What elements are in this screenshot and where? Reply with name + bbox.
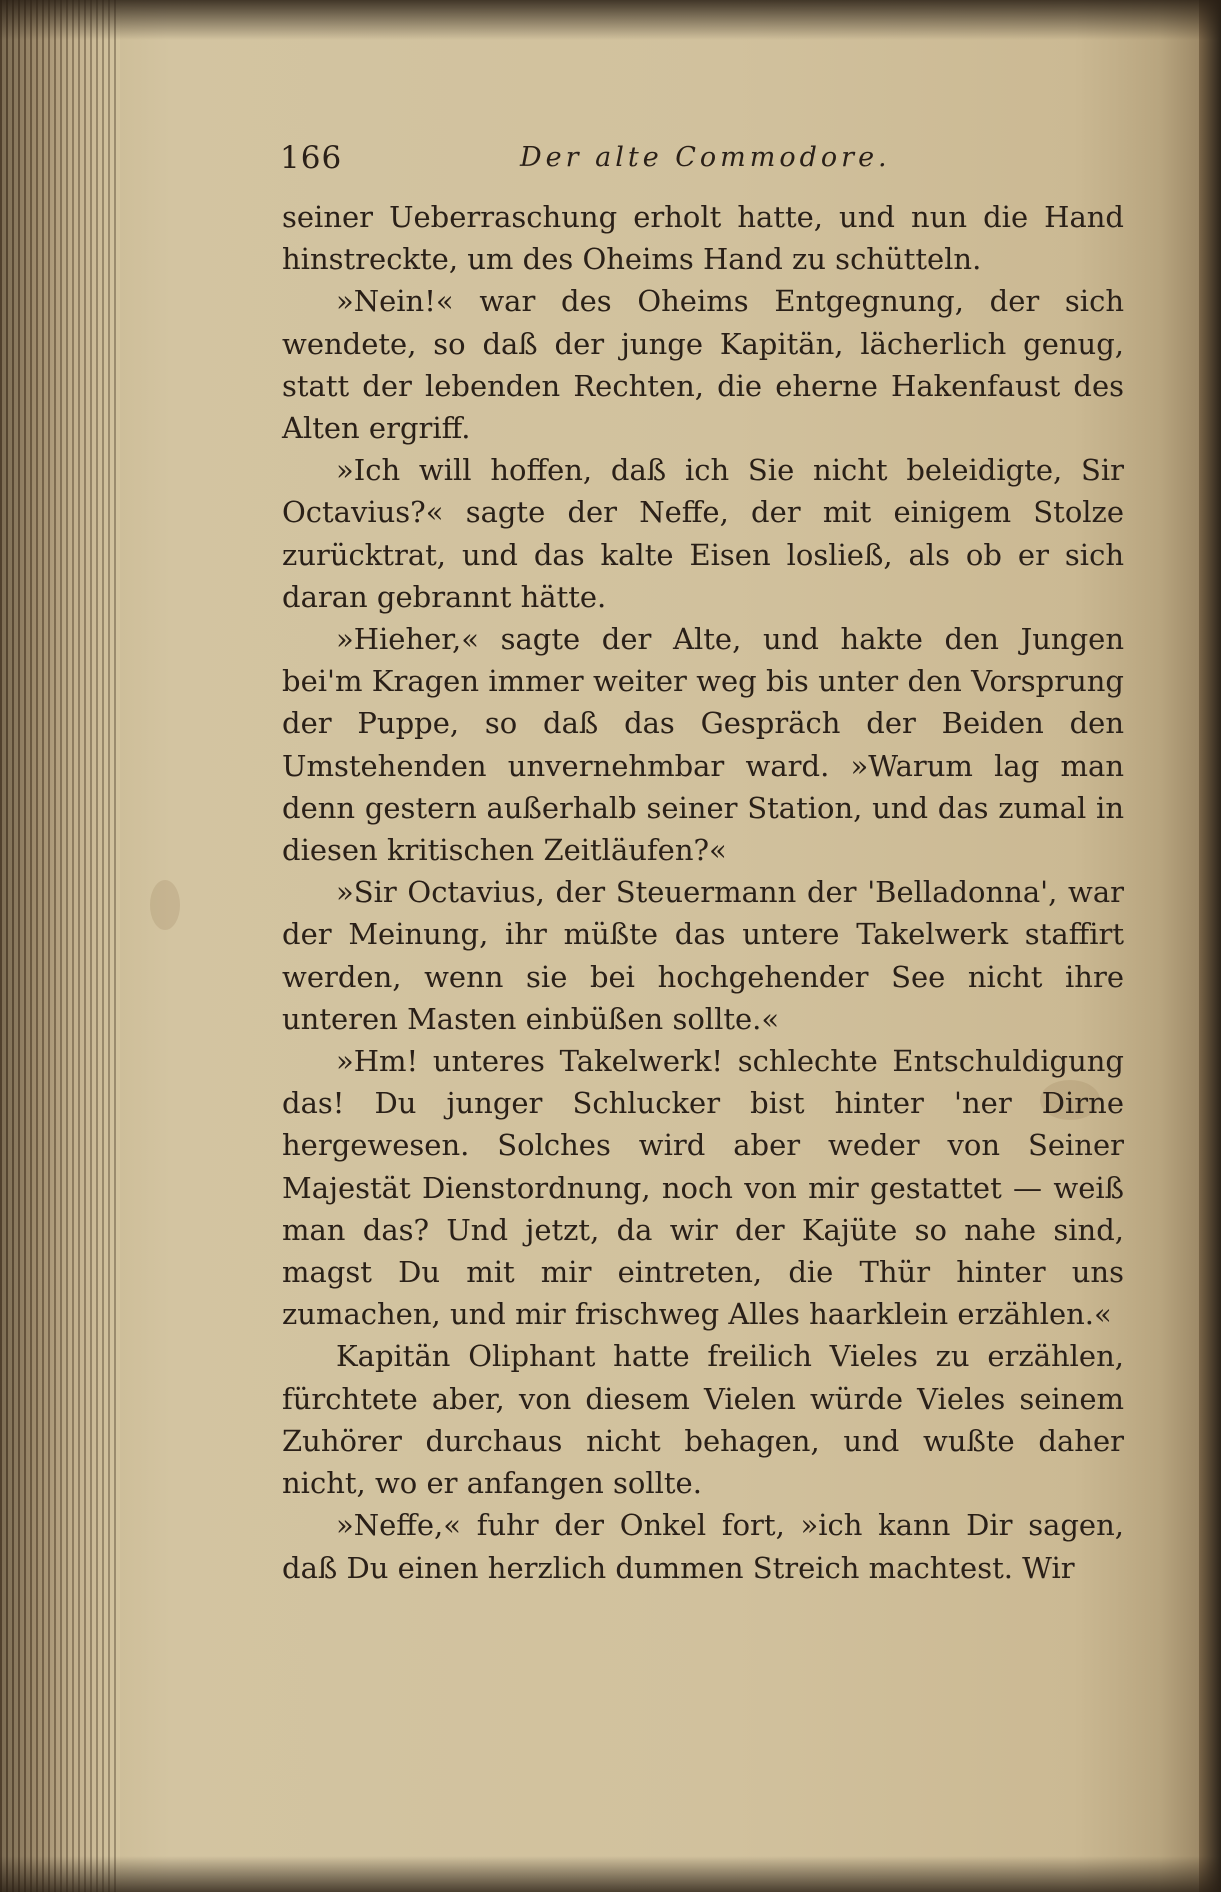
page-edges [0,0,120,1892]
body-text [282,196,1124,1589]
paragraph: »Nein!« war des Oheims Entgegnung, der sich wendete, so daß der junge Kapitän, lächerlich genug, statt der lebenden Rechten, die eherne Hakenfaust des Alten ergriff. [282,284,1124,446]
paragraph: »Hieher,« sagte der Alte, und hakte den Jungen bei'm Kragen immer weiter weg bis unter den Vorsprung der Puppe, so daß das Gespräch der Beiden den Umstehenden unvernehmbar ward. »Warum lag man denn gestern außerhalb seiner Station, und das zumal in diesen kritischen Zeitläufen?« [282,622,1124,868]
paragraph: »Neffe,« fuhr der Onkel fort, »ich kann Dir sagen, daß Du einen herzlich dummen Streich machtest. Wir [282,1508,1124,1585]
paragraph: »Hm! unteres Takelwerk! schlechte Entschuldigung das! Du junger Schlucker bist hinter 'ner Dirne hergewesen. Solches wird aber weder von Seiner Majestät Dienstordnung, noch von mir gestattet — weiß man das? Und jetzt, da wir der Kajüte so nahe sind, magst Du mit mir eintreten, die Thür hinter uns zumachen, und mir frischweg Alles haarklein erzählen.« [282,1044,1124,1332]
running-title: Der alte Commodore. [520,142,891,173]
paragraph: »Sir Octavius, der Steuermann der 'Belladonna', war der Meinung, ihr müßte das untere Takelwerk staffirt werden, wenn sie bei hochgehender See nicht ihre unteren Masten einbüßen sollte.« [282,875,1124,1036]
top-shadow [0,0,1221,40]
paper-stain [150,880,180,930]
paragraph: Kapitän Oliphant hatte freilich Vieles zu erzählen, fürchtete aber, von diesem Vielen würde Vieles seinem Zuhörer durchaus nicht behagen, und wußte daher nicht, wo er anfangen sollte. [282,1339,1124,1501]
page-number: 166 [280,140,343,176]
running-head [280,140,1120,180]
bottom-shadow [0,1856,1221,1892]
paragraph: »Ich will hoffen, daß ich Sie nicht beleidigte, Sir Octavius?« sagte der Neffe, der mit einigem Stolze zurücktrat, und das kalte Eisen losließ, als ob er sich daran gebrannt hätte. [282,453,1124,614]
paragraph: seiner Ueberraschung erholt hatte, und nun die Hand hinstreckte, um des Oheims Hand zu schütteln. [282,200,1124,277]
book-binding-edge [1199,0,1221,1892]
